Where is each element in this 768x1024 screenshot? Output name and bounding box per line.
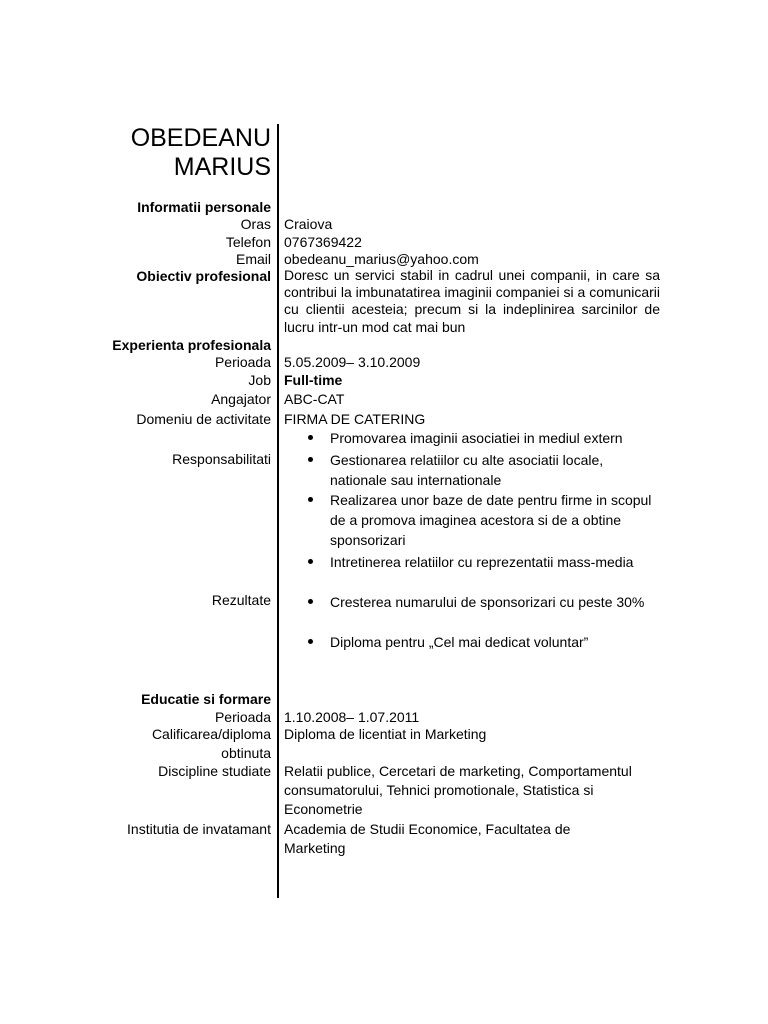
bullet-icon bbox=[308, 599, 313, 604]
personal-heading: Informatii personale bbox=[137, 199, 271, 215]
bullet-icon bbox=[308, 435, 313, 440]
responsibilities-label: Responsabilitati bbox=[172, 451, 271, 467]
objective-value: Doresc un servici stabil in cadrul unei companii, in care sa contribui la imbunatatirea imaginii companiei si a comunicarii cu clientii acesteia; precum si la indeplinirea sarcinilor de lucru intr-un mod cat mai bun bbox=[284, 267, 660, 335]
education-heading: Educatie si formare bbox=[141, 691, 271, 707]
responsibility-item: Intretinerea relatiilor cu reprezentatii mass-media bbox=[330, 552, 662, 572]
employer-value: ABC-CAT bbox=[284, 391, 345, 407]
domain-value: FIRMA DE CATERING bbox=[284, 411, 426, 427]
job-value: Full-time bbox=[284, 372, 343, 388]
subjects-value: Relatii publice, Cercetari de marketing, Comportamentul consumatorului, Tehnici promotionale, Statistica si Econometrie bbox=[284, 763, 632, 817]
responsibility-item: Gestionarea relatiilor cu alte asociatii locale, nationale sau internationale bbox=[330, 450, 662, 490]
edu-period-value: 1.10.2008– 1.07.2011 bbox=[284, 709, 420, 725]
bullet-icon bbox=[308, 559, 313, 564]
results-label: Rezultate bbox=[211, 592, 271, 608]
subjects-label: Discipline studiate bbox=[158, 763, 271, 779]
result-item: Diploma pentru „Cel mai dedicat voluntar” bbox=[330, 632, 662, 652]
experience-heading: Experienta profesionala bbox=[112, 337, 271, 353]
edu-period-label: Perioada bbox=[214, 709, 271, 725]
job-label: Job bbox=[248, 372, 271, 388]
responsibility-item: Realizarea unor baze de date pentru firme in scopul de a promova imaginea acestora si de a obtine sponsorizari bbox=[330, 490, 662, 550]
bullet-icon bbox=[308, 639, 313, 644]
bullet-icon bbox=[308, 457, 313, 462]
name-line-2: MARIUS bbox=[173, 153, 271, 181]
phone-value: 0767369422 bbox=[284, 234, 362, 250]
name-line-1: OBEDEANU bbox=[130, 124, 271, 152]
bullet-icon bbox=[308, 497, 313, 502]
qualification-value: Diploma de licentiat in Marketing bbox=[284, 726, 487, 742]
exp-period-value: 5.05.2009– 3.10.2009 bbox=[284, 354, 421, 370]
employer-label: Angajator bbox=[211, 391, 271, 407]
objective-label: Obiectiv profesional bbox=[136, 268, 271, 284]
column-divider bbox=[277, 124, 279, 898]
email-value: obedeanu_marius@yahoo.com bbox=[284, 251, 479, 267]
domain-label: Domeniu de activitate bbox=[136, 411, 271, 427]
institution-value: Academia de Studii Economice, Facultatea de Marketing bbox=[284, 821, 571, 856]
responsibility-item: Promovarea imaginii asociatiei in mediul extern bbox=[330, 428, 662, 448]
exp-period-label: Perioada bbox=[214, 354, 271, 370]
email-label: Email bbox=[235, 251, 271, 267]
result-item: Cresterea numarului de sponsorizari cu peste 30% bbox=[330, 592, 662, 612]
qualification-label: Calificarea/diploma obtinuta bbox=[151, 726, 271, 761]
city-value: Craiova bbox=[284, 216, 333, 232]
city-label: Oras bbox=[240, 216, 271, 232]
phone-label: Telefon bbox=[225, 234, 271, 250]
institution-label: Institutia de invatamant bbox=[127, 821, 271, 837]
cv-name bbox=[131, 124, 271, 182]
